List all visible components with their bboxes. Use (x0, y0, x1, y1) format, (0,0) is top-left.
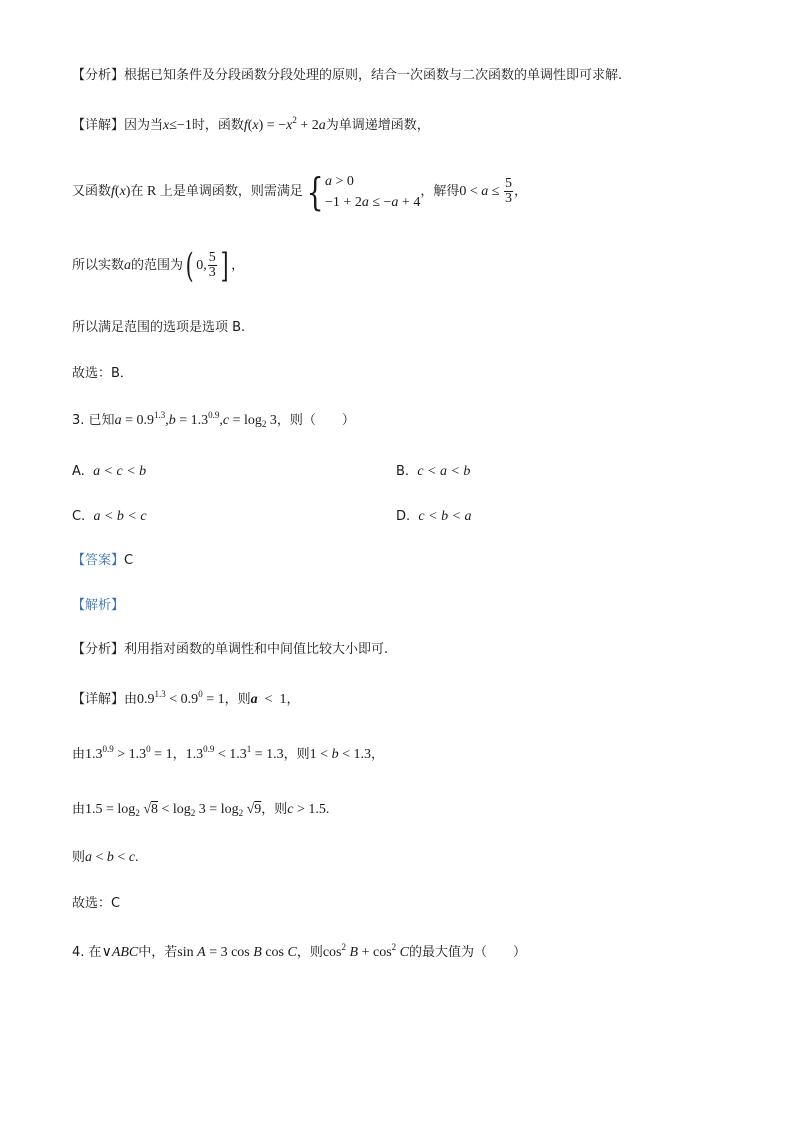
option-b[interactable]: B. c < a < b (396, 464, 471, 479)
derivation-line: 由$1.3^{0.9} > 1.3^0 = 1$，$1.3^{0.9} < 1.3^1 = 1.3$，则1 < b < 1.3， (72, 744, 384, 762)
math-cond: x≤−1 (163, 118, 192, 133)
fraction: $\frac{5}{3}$ (504, 176, 512, 206)
question-4: 4. 在∨ABC中，若sin A = 3 cos B cos C，则$\cos^2 B + \cos^2 C$的最大值为（ ） (72, 942, 526, 960)
question-math: $a = 0.9^{1.3},b = 1.3^{0.9},c = \log_2 3$ (114, 410, 277, 429)
analysis-line (72, 66, 622, 86)
question-3: 3. 已知$a = 0.9^{1.3},b = 1.3^{0.9},c = \log_2 3$，则（ ） (72, 410, 355, 429)
option-a[interactable]: A. a < c < b (72, 464, 147, 479)
option-c[interactable]: C. a < b < c (72, 509, 147, 524)
detail-line: 【详解】因为当x≤−1时，函数$f(x) = -x^2 + 2a$为单调递增函数， (72, 115, 430, 133)
answer-tag: 【答案】 (72, 553, 125, 568)
answer-line (72, 551, 133, 571)
analysis-tag: 【分析】 (72, 642, 125, 657)
range-line: 所以实数a的范围为( 0, $\frac{5}{3}$ ] ， (72, 245, 245, 286)
detail-tag: 【详解】 (72, 692, 125, 707)
choice-line: 故选：C (72, 896, 121, 911)
analysis-line: 【分析】利用指对函数的单调性和中间值比较大小即可. (72, 642, 389, 657)
analysis-tag: 【分析】 (72, 68, 125, 83)
answer-value: C (124, 553, 134, 568)
brace-icon: { (306, 169, 324, 214)
fraction: $\frac{5}{3}$ (208, 250, 216, 280)
detail-line: 【详解】由$0.9^{1.3} < 0.9^0 = 1$，则a < 1， (72, 689, 300, 707)
solution-tag: 【解析】 (72, 598, 125, 613)
derivation-line: 由$1.5 = \log_2 √8 < \log_2 3 = \log_2 √9$，则c > 1.5. (72, 802, 330, 818)
text-line: 所以满足范围的选项是选项 B. (72, 320, 246, 335)
analysis-text: 根据已知条件及分段函数分段处理的原则，结合一次函数与二次函数的单调性即可求解. (124, 68, 623, 83)
question-number: 4. (72, 945, 85, 960)
inequality-system: a > 0 −1 + 2a ≤ −a + 4 (325, 173, 421, 210)
math-func: $f(x) = -x^2 + 2a$ (243, 115, 326, 133)
option-d[interactable]: D. c < b < a (396, 509, 472, 524)
question-number: 3. (72, 413, 85, 428)
text-line: 故选：B． (72, 366, 133, 381)
derivation-line: 则a < b < c. (72, 850, 139, 865)
detail-tag: 【详解】 (72, 118, 125, 133)
condition-line: 又函数f(x)在 R 上是单调函数，则需满足{ a > 0 −1 + 2a ≤ −a + 4 ，解得0 < a ≤ $\frac{5}{3}$ ， (72, 169, 527, 214)
